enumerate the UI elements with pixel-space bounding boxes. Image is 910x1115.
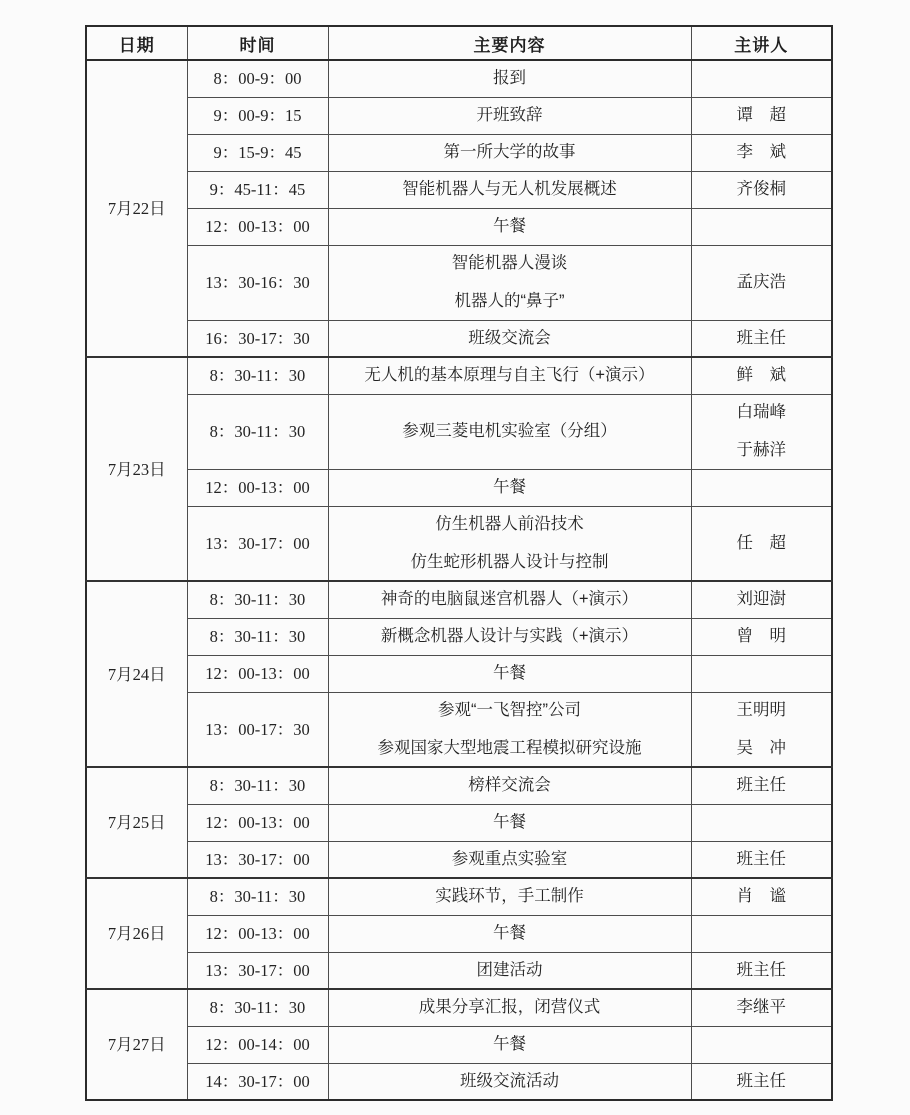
- time-cell-text: 8：30-11：30: [209, 366, 306, 386]
- table-row: [86, 506, 832, 581]
- table-row: [86, 952, 832, 989]
- content-cell-text: 午餐: [493, 813, 526, 831]
- date-cell: [86, 581, 187, 767]
- speaker-cell-text: 班主任: [736, 960, 786, 979]
- content-cell: [328, 804, 691, 841]
- time-cell: [187, 469, 328, 506]
- speaker-cell: [691, 581, 832, 618]
- content-cell-text: 报到: [493, 69, 526, 88]
- time-cell: [187, 841, 328, 878]
- content-cell-text: 智能机器人与无人机发展概述: [402, 180, 617, 198]
- time-cell: [187, 245, 328, 320]
- content-cell: [328, 394, 691, 469]
- time-cell-text: 12：00-13：00: [205, 478, 310, 497]
- date-cell: [86, 357, 187, 581]
- time-cell-text: 8：30-11：30: [209, 776, 306, 796]
- content-cell-text: 实践环节，手工制作: [435, 887, 584, 906]
- content-cell-text: 参观“一飞智控”公司: [438, 700, 581, 719]
- speaker-cell: [691, 618, 832, 655]
- speaker-cell: [691, 320, 832, 357]
- content-cell: [328, 841, 691, 878]
- content-cell: [328, 469, 691, 506]
- speaker-cell: [691, 692, 832, 767]
- table-row: [86, 208, 832, 245]
- time-cell-text: 13：30-17：00: [205, 960, 310, 980]
- speaker-cell-text: 王明明: [736, 700, 786, 719]
- content-cell: [328, 245, 691, 320]
- content-cell-text: 榜样交流会: [468, 776, 551, 795]
- speaker-cell-text: 孟庆浩: [736, 273, 786, 291]
- date-cell-text: 7月23日: [107, 459, 166, 479]
- time-cell-text: 9：00-9：15: [213, 106, 302, 125]
- content-cell: [328, 357, 691, 394]
- header-row: [86, 26, 832, 60]
- speaker-cell-text: 于赫洋: [736, 441, 786, 459]
- speaker-cell-text: 任 超: [736, 533, 786, 552]
- content-cell-text: 班级交流活动: [460, 1071, 559, 1090]
- time-cell-text: 12：00-13：00: [205, 924, 310, 943]
- content-cell: [328, 60, 691, 97]
- speaker-cell-text: 刘迎澍: [736, 590, 786, 609]
- time-cell-text: 14：30-17：00: [205, 1071, 310, 1091]
- speaker-cell: [691, 804, 832, 841]
- time-cell-text: 8：00-9：00: [213, 69, 302, 89]
- speaker-cell-text: 曾 明: [736, 627, 786, 645]
- speaker-cell: [691, 915, 832, 952]
- content-cell: [328, 767, 691, 804]
- time-cell: [187, 357, 328, 394]
- time-cell-text: 13：30-17：00: [205, 533, 310, 553]
- content-cell-text: 成果分享汇报，闭营仪式: [418, 998, 601, 1017]
- content-cell: [328, 618, 691, 655]
- table-row: [86, 134, 832, 171]
- content-cell-text: 团建活动: [476, 960, 543, 979]
- time-cell-text: 12：00-14：00: [205, 1035, 310, 1054]
- date-cell: [86, 878, 187, 989]
- time-cell: [187, 915, 328, 952]
- content-cell-text: 开班致辞: [476, 106, 543, 124]
- time-cell-text: 12：00-13：00: [205, 813, 310, 832]
- speaker-cell: [691, 989, 832, 1026]
- header-date: 日期: [86, 26, 187, 60]
- speaker-cell: [691, 60, 832, 97]
- time-cell: [187, 60, 328, 97]
- content-cell-text: 午餐: [493, 664, 526, 682]
- header-content: 主要内容: [328, 26, 691, 60]
- table-row: [86, 915, 832, 952]
- time-cell: [187, 952, 328, 989]
- table-row: [86, 878, 832, 915]
- speaker-cell-text: 齐俊桐: [736, 180, 786, 198]
- content-cell-text: 午餐: [493, 1035, 526, 1053]
- table-row: [86, 97, 832, 134]
- header-speaker: 主讲人: [691, 26, 832, 60]
- content-cell: [328, 97, 691, 134]
- speaker-cell: [691, 171, 832, 208]
- content-cell-text: 仿生机器人前沿技术: [435, 514, 584, 533]
- content-cell-text: 第一所大学的故事: [443, 143, 576, 161]
- time-cell: [187, 506, 328, 581]
- speaker-cell: [691, 841, 832, 878]
- speaker-cell-text: 谭 超: [736, 106, 786, 124]
- speaker-cell-text: 班主任: [736, 1071, 786, 1090]
- speaker-cell-text: 李继平: [736, 998, 786, 1017]
- content-cell-text: 无人机的基本原理与自主飞行（+演示）: [364, 366, 655, 385]
- speaker-cell-text: 班主任: [736, 849, 786, 868]
- speaker-cell: [691, 878, 832, 915]
- date-cell-text: 7月27日: [107, 1035, 166, 1054]
- speaker-cell: [691, 1026, 832, 1063]
- time-cell-text: 8：30-11：30: [209, 590, 306, 610]
- content-cell-text: 新概念机器人设计与实践（+演示）: [380, 627, 639, 645]
- time-cell: [187, 581, 328, 618]
- time-cell: [187, 692, 328, 767]
- table-row: [86, 618, 832, 655]
- speaker-cell: [691, 134, 832, 171]
- content-cell: [328, 581, 691, 618]
- content-cell: [328, 989, 691, 1026]
- speaker-cell: [691, 469, 832, 506]
- content-cell: [328, 320, 691, 357]
- table-row: [86, 245, 832, 320]
- table-row: [86, 320, 832, 357]
- speaker-cell: [691, 245, 832, 320]
- time-cell-text: 8：30-11：30: [209, 627, 306, 646]
- time-cell: [187, 655, 328, 692]
- content-cell: [328, 692, 691, 767]
- table-row: [86, 1026, 832, 1063]
- time-cell-text: 9：45-11：45: [209, 180, 306, 199]
- date-cell: [86, 60, 187, 357]
- date-cell-text: 7月26日: [107, 924, 166, 943]
- table-row: [86, 171, 832, 208]
- date-cell-text: 7月24日: [107, 664, 166, 684]
- time-cell-text: 9：15-9：45: [213, 143, 302, 162]
- table-row: [86, 469, 832, 506]
- content-cell-text: 神奇的电脑鼠迷宫机器人（+演示）: [380, 590, 639, 609]
- table-row: [86, 841, 832, 878]
- content-cell-text: 仿生蛇形机器人设计与控制: [410, 552, 609, 571]
- table-row: [86, 804, 832, 841]
- time-cell-text: 12：00-13：00: [205, 664, 310, 683]
- table-row: [86, 394, 832, 469]
- date-cell-text: 7月25日: [107, 813, 166, 832]
- table-row: [86, 989, 832, 1026]
- content-cell-text: 午餐: [493, 217, 526, 235]
- speaker-cell-text: 李 斌: [736, 143, 786, 161]
- speaker-cell-text: 肖 谧: [736, 887, 786, 906]
- time-cell-text: 16：30-17：30: [205, 328, 310, 348]
- speaker-cell-text: 白瑞峰: [736, 403, 786, 421]
- speaker-cell: [691, 767, 832, 804]
- time-cell: [187, 171, 328, 208]
- speaker-cell-text: 吴 冲: [736, 738, 786, 757]
- time-cell: [187, 804, 328, 841]
- table-row: [86, 1063, 832, 1100]
- table-row: [86, 767, 832, 804]
- header-time: 时间: [187, 26, 328, 60]
- content-cell: [328, 655, 691, 692]
- time-cell: [187, 618, 328, 655]
- content-cell: [328, 171, 691, 208]
- time-cell: [187, 767, 328, 804]
- table-row: [86, 357, 832, 394]
- content-cell-text: 参观重点实验室: [451, 849, 568, 868]
- time-cell: [187, 208, 328, 245]
- content-cell: [328, 878, 691, 915]
- speaker-cell: [691, 952, 832, 989]
- date-cell: [86, 989, 187, 1100]
- content-cell-text: 参观国家大型地震工程模拟研究设施: [377, 738, 642, 757]
- time-cell-text: 13：00-17：30: [205, 719, 310, 739]
- date-cell: [86, 767, 187, 878]
- content-cell-text: 参观三菱电机实验室（分组）: [402, 422, 617, 440]
- time-cell-text: 8：30-11：30: [209, 422, 306, 441]
- content-cell: [328, 506, 691, 581]
- content-cell-text: 智能机器人漫谈: [451, 254, 568, 272]
- speaker-cell: [691, 1063, 832, 1100]
- table-row: [86, 581, 832, 618]
- table-row: [86, 692, 832, 767]
- table-row: [86, 60, 832, 97]
- content-cell: [328, 915, 691, 952]
- schedule-table: [85, 25, 833, 1101]
- content-cell: [328, 1063, 691, 1100]
- table-row: [86, 655, 832, 692]
- speaker-cell: [691, 394, 832, 469]
- speaker-cell: [691, 357, 832, 394]
- time-cell: [187, 394, 328, 469]
- time-cell-text: 13：30-17：00: [205, 849, 310, 869]
- speaker-cell-text: 班主任: [736, 328, 786, 347]
- content-cell-text: 班级交流会: [468, 328, 551, 347]
- time-cell: [187, 989, 328, 1026]
- speaker-cell: [691, 655, 832, 692]
- table-header: [86, 26, 832, 60]
- speaker-cell: [691, 97, 832, 134]
- date-cell-text: 7月22日: [107, 199, 166, 218]
- time-cell: [187, 1063, 328, 1100]
- content-cell: [328, 134, 691, 171]
- content-cell: [328, 952, 691, 989]
- time-cell: [187, 320, 328, 357]
- speaker-cell-text: 鲜 斌: [736, 366, 786, 385]
- time-cell-text: 8：30-11：30: [209, 998, 306, 1018]
- speaker-cell-text: 班主任: [736, 776, 786, 795]
- content-cell-text: 午餐: [493, 924, 526, 942]
- content-cell-text: 午餐: [493, 478, 526, 496]
- speaker-cell: [691, 208, 832, 245]
- time-cell: [187, 97, 328, 134]
- schedule-table-body: [86, 60, 832, 1100]
- content-cell-text: 机器人的“鼻子”: [454, 292, 565, 310]
- speaker-cell: [691, 506, 832, 581]
- time-cell: [187, 1026, 328, 1063]
- time-cell: [187, 134, 328, 171]
- time-cell-text: 12：00-13：00: [205, 217, 310, 236]
- time-cell-text: 13：30-16：30: [205, 273, 310, 292]
- content-cell: [328, 1026, 691, 1063]
- time-cell: [187, 878, 328, 915]
- content-cell: [328, 208, 691, 245]
- time-cell-text: 8：30-11：30: [209, 887, 306, 907]
